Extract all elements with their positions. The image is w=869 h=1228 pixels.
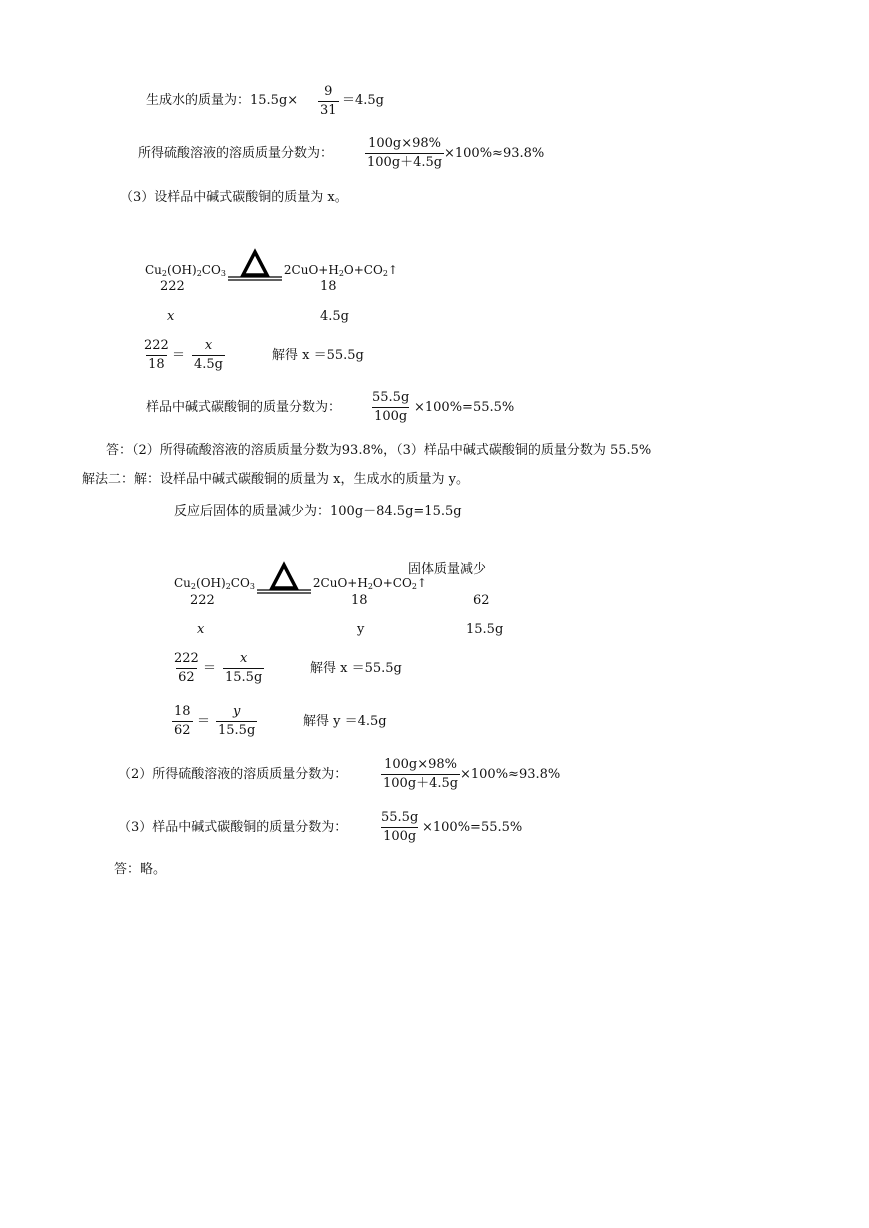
answer-line-1: 答：（2）所得硫酸溶液的溶质质量分数为93.8%，（3）样品中碱式碳酸铜的质量分数为 55.5% xyxy=(106,443,652,458)
eq2-mass-222: 222 xyxy=(190,593,215,608)
eq2-mass-18: 18 xyxy=(351,593,368,608)
eq2-var-y: y xyxy=(357,622,365,637)
prop3-equals: ＝ xyxy=(197,714,211,729)
m2-sample-fraction-label: （3）样品中碱式碳酸铜的质量分数为： xyxy=(118,820,348,835)
prop3-left-fraction: $\frac{18}{62}$ xyxy=(174,704,191,738)
m2-acid-fraction-label: （2）所得硫酸溶液的溶质质量分数为： xyxy=(118,767,348,782)
m2-acid-fraction-result: ×100%≈93.8% xyxy=(460,767,561,782)
water-mass-label: 生成水的质量为：15.5g× xyxy=(146,93,299,108)
eq2-val-15.5g: 15.5g xyxy=(466,622,504,637)
water-fraction: $\frac{9}{31}$ xyxy=(320,84,337,118)
eq2-mass-62: 62 xyxy=(473,593,490,608)
heat-triangle-icon xyxy=(226,248,284,282)
m2-acid-fraction: $\frac{100g\times 98\%}{100g+4.5g}$ xyxy=(383,757,459,791)
prop3-solution: 解得 y ＝4.5g xyxy=(303,714,387,729)
reaction-equation-1: $Cu_2(OH)_2CO_3$ $2CuO+H_2O+CO_2↑$ xyxy=(145,248,398,283)
eq1-var-x: x xyxy=(167,309,175,324)
m2-sample-fraction-result: ×100%=55.5% xyxy=(422,820,523,835)
acid-fraction-result: ×100%≈93.8% xyxy=(444,146,545,161)
solid-reduction-line: 反应后固体的质量减少为：100g－84.5g=15.5g xyxy=(174,504,462,519)
prop2-equals: ＝ xyxy=(203,661,217,676)
prop1-equals: ＝ xyxy=(172,348,186,363)
prop2-right-fraction: $\frac{x}{15.5g}$ xyxy=(225,651,263,685)
prop1-right-fraction: $\frac{x}{4.5g}$ xyxy=(194,338,223,372)
m2-sample-fraction: $\frac{55.5g}{100g}$ xyxy=(381,810,419,844)
prop2-solution: 解得 x ＝55.5g xyxy=(310,661,402,676)
prop1-left-fraction: $\frac{222}{18}$ xyxy=(144,338,169,372)
final-answer: 答：略。 xyxy=(114,862,167,877)
prop2-left-fraction: $\frac{222}{62}$ xyxy=(174,651,199,685)
method2-heading: 解法二：解：设样品中碱式碳酸铜的质量为 x，生成水的质量为 y。 xyxy=(82,472,469,487)
solid-reduction-header: 固体质量减少 xyxy=(408,562,487,577)
eq2-var-x: x xyxy=(197,622,205,637)
water-mass-result: ＝4.5g xyxy=(342,93,384,108)
sample-fraction-label: 样品中碱式碳酸铜的质量分数为： xyxy=(146,400,342,415)
prop3-right-fraction: $\frac{y}{15.5g}$ xyxy=(218,704,256,738)
sample-fraction: $\frac{55.5g}{100g}$ xyxy=(372,390,410,424)
acid-fraction: $\frac{100g\times 98\%}{100g+4.5g}$ xyxy=(367,136,443,170)
acid-fraction-label: 所得硫酸溶液的溶质质量分数为： xyxy=(138,146,334,161)
sample-fraction-result: ×100%=55.5% xyxy=(414,400,515,415)
prop1-solution: 解得 x ＝55.5g xyxy=(272,348,364,363)
eq1-mass-18: 18 xyxy=(320,279,337,294)
eq1-val-4.5g: 4.5g xyxy=(320,309,349,324)
assume-x-line: （3）设样品中碱式碳酸铜的质量为 x。 xyxy=(120,190,348,205)
eq1-mass-222: 222 xyxy=(160,279,185,294)
heat-triangle-icon xyxy=(255,561,313,595)
reaction-equation-2: $Cu_2(OH)_2CO_3$ $2CuO+H_2O+CO_2↑$ xyxy=(174,561,427,596)
